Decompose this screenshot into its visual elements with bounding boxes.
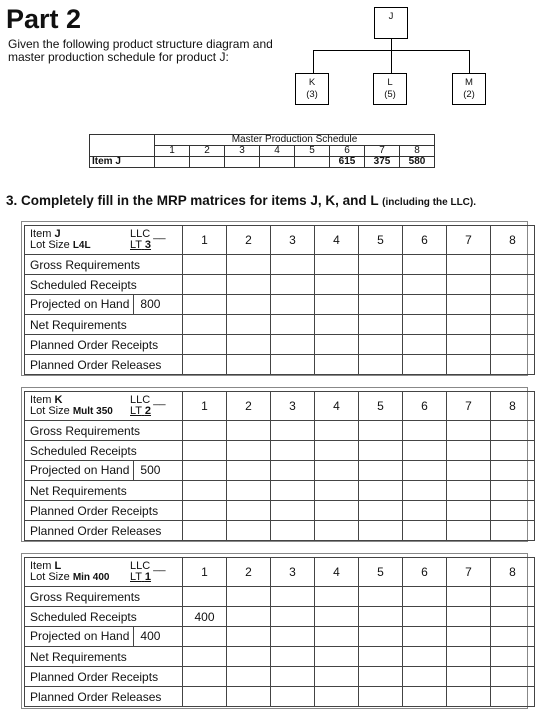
connector-line (469, 50, 470, 73)
mrp-cell[interactable] (359, 441, 403, 461)
mrp-cell[interactable] (491, 521, 535, 541)
mrp-cell[interactable] (183, 667, 227, 687)
mrp-cell[interactable] (447, 295, 491, 315)
lt-value: 2 (144, 405, 152, 417)
mrp-cell[interactable] (315, 627, 359, 647)
mrp-cell[interactable] (183, 481, 227, 501)
mrp-cell[interactable] (447, 607, 491, 627)
row-label: Gross Requirements (25, 255, 183, 275)
mrp-cell[interactable] (271, 441, 315, 461)
period-header: 1 (183, 226, 227, 255)
mrp-cell[interactable] (315, 687, 359, 707)
mrp-cell[interactable] (227, 255, 271, 275)
mrp-cell[interactable] (315, 521, 359, 541)
row-label: Scheduled Receipts (25, 607, 183, 627)
mps-period: 4 (260, 146, 295, 157)
node-m-qty: (2) (463, 89, 475, 100)
period-header: 4 (315, 226, 359, 255)
node-k (295, 73, 329, 105)
row-label-text: Projected on Hand (30, 463, 130, 477)
mps-cell (295, 157, 330, 168)
mrp-cell[interactable] (271, 587, 315, 607)
period-header: 4 (315, 392, 359, 421)
lot-size-value: Mult 350 (72, 406, 113, 417)
mps-period: 3 (225, 146, 260, 157)
mrp-cell[interactable] (183, 255, 227, 275)
on-hand-value: 500 (133, 461, 160, 480)
mrp-cell[interactable] (359, 421, 403, 441)
master-production-schedule (89, 134, 435, 168)
lead-time (130, 406, 151, 417)
mrp-cell[interactable] (447, 461, 491, 481)
mrp-table-k (24, 391, 535, 541)
intro-text: Given the following product structure diagram and master production schedule for product J: (8, 37, 273, 64)
period-header: 2 (227, 558, 271, 587)
mrp-cell[interactable] (315, 647, 359, 667)
connector-line (391, 50, 392, 73)
period-header: 3 (271, 226, 315, 255)
mrp-cell[interactable] (403, 501, 447, 521)
mrp-cell[interactable] (227, 355, 271, 375)
mrp-cell[interactable] (403, 335, 447, 355)
row-label: Planned Order Receipts (25, 335, 183, 355)
node-l (373, 73, 407, 105)
mrp-cell[interactable] (183, 335, 227, 355)
mrp-cell[interactable] (359, 295, 403, 315)
mrp-cell[interactable] (315, 335, 359, 355)
mrp-cell[interactable] (227, 687, 271, 707)
mrp-cell[interactable] (315, 667, 359, 687)
mps-period: 8 (400, 146, 435, 157)
lt-label: LT (130, 405, 142, 417)
lead-time (130, 240, 151, 251)
item-name: K (54, 394, 63, 406)
mrp-cell[interactable] (271, 295, 315, 315)
page-title: Part 2 (6, 4, 82, 34)
mrp-cell[interactable] (403, 521, 447, 541)
row-label: Planned Order Releases (25, 521, 183, 541)
mps-period: 7 (365, 146, 400, 157)
mrp-cell[interactable] (271, 687, 315, 707)
mrp-cell[interactable] (271, 315, 315, 335)
mrp-cell[interactable] (447, 481, 491, 501)
connector-line (313, 50, 314, 73)
mrp-cell[interactable] (491, 275, 535, 295)
row-label: Gross Requirements (25, 421, 183, 441)
lt-label: LT (130, 571, 142, 583)
mrp-cell[interactable] (271, 355, 315, 375)
mrp-cell[interactable] (227, 481, 271, 501)
mrp-cell[interactable] (315, 275, 359, 295)
mrp-cell[interactable] (359, 501, 403, 521)
mrp-cell[interactable] (271, 255, 315, 275)
mrp-cell[interactable] (359, 607, 403, 627)
mrp-cell[interactable] (183, 441, 227, 461)
item-label: Item (30, 560, 52, 572)
mrp-cell[interactable] (491, 315, 535, 335)
mrp-cell[interactable] (359, 481, 403, 501)
lot-size-label: Lot Size (30, 239, 70, 251)
mrp-cell[interactable] (227, 335, 271, 355)
mrp-cell[interactable] (491, 421, 535, 441)
mrp-cell[interactable] (447, 421, 491, 441)
mrp-cell[interactable] (359, 627, 403, 647)
mrp-cell[interactable] (359, 647, 403, 667)
mrp-cell[interactable] (183, 647, 227, 667)
mrp-cell[interactable] (491, 295, 535, 315)
mrp-cell[interactable] (403, 441, 447, 461)
mrp-cell[interactable] (227, 521, 271, 541)
mrp-header (25, 392, 183, 421)
mrp-cell[interactable] (315, 315, 359, 335)
mps-item-label: Item J (90, 157, 155, 168)
mrp-cell[interactable] (315, 481, 359, 501)
mrp-cell[interactable] (447, 687, 491, 707)
llc-label: LLC __ (130, 394, 166, 406)
mrp-header (25, 226, 183, 255)
lead-time (130, 572, 151, 583)
item-label: Item (30, 228, 52, 240)
mrp-cell[interactable] (491, 607, 535, 627)
mrp-cell[interactable] (491, 355, 535, 375)
period-header: 2 (227, 392, 271, 421)
mps-cell (190, 157, 225, 168)
item-name: J (54, 228, 61, 240)
mrp-table-l (24, 557, 535, 707)
mrp-cell[interactable] (227, 275, 271, 295)
mrp-cell[interactable] (403, 275, 447, 295)
mrp-cell[interactable] (403, 481, 447, 501)
mps-period: 2 (190, 146, 225, 157)
mrp-cell[interactable] (491, 667, 535, 687)
mrp-cell[interactable] (491, 255, 535, 275)
node-j-label: J (388, 11, 394, 22)
mrp-cell[interactable] (491, 587, 535, 607)
row-label: Net Requirements (25, 315, 183, 335)
mrp-cell[interactable] (183, 355, 227, 375)
mrp-cell[interactable] (271, 421, 315, 441)
mrp-cell[interactable] (315, 421, 359, 441)
mrp-cell[interactable] (271, 501, 315, 521)
mps-cell: 375 (365, 157, 400, 168)
row-label: Net Requirements (25, 647, 183, 667)
mrp-cell[interactable] (359, 667, 403, 687)
lot-size-value: Min 400 (72, 572, 110, 583)
mrp-cell[interactable] (227, 667, 271, 687)
lot-size-label: Lot Size (30, 571, 70, 583)
mrp-cell[interactable]: 400 (183, 607, 227, 627)
mrp-cell[interactable] (491, 627, 535, 647)
llc-label: LLC __ (130, 228, 166, 240)
mrp-cell[interactable] (271, 461, 315, 481)
period-header: 3 (271, 558, 315, 587)
mrp-cell[interactable] (183, 275, 227, 295)
node-j (374, 7, 408, 39)
mrp-cell[interactable] (315, 501, 359, 521)
period-header: 5 (359, 392, 403, 421)
mrp-cell[interactable] (315, 255, 359, 275)
row-label: Planned Order Receipts (25, 501, 183, 521)
row-label: Planned Order Releases (25, 687, 183, 707)
mrp-cell[interactable] (491, 687, 535, 707)
mrp-cell[interactable] (315, 461, 359, 481)
question-note: (including the LLC). (382, 197, 477, 208)
row-label: Scheduled Receipts (25, 275, 183, 295)
mrp-cell[interactable] (183, 627, 227, 647)
mrp-cell[interactable] (315, 587, 359, 607)
period-header: 1 (183, 558, 227, 587)
mrp-cell[interactable] (403, 461, 447, 481)
mrp-header (25, 558, 183, 587)
node-l-qty: (5) (384, 89, 396, 100)
mrp-cell[interactable] (447, 627, 491, 647)
mrp-cell[interactable] (359, 587, 403, 607)
mps-period: 5 (295, 146, 330, 157)
node-k-qty: (3) (306, 89, 318, 100)
mrp-cell[interactable] (183, 295, 227, 315)
mrp-cell[interactable] (183, 501, 227, 521)
question-number: 3. (6, 193, 18, 208)
lot-size-value: L4L (72, 240, 91, 251)
mrp-cell[interactable] (491, 441, 535, 461)
mrp-cell[interactable] (227, 647, 271, 667)
llc-label: LLC __ (130, 560, 166, 572)
mrp-cell[interactable] (271, 481, 315, 501)
mrp-cell[interactable] (447, 667, 491, 687)
mrp-cell[interactable] (183, 587, 227, 607)
lt-label: LT (130, 239, 142, 251)
row-label: Gross Requirements (25, 587, 183, 607)
mrp-cell[interactable] (403, 421, 447, 441)
mrp-cell[interactable] (359, 521, 403, 541)
mrp-cell[interactable] (183, 315, 227, 335)
mrp-cell[interactable] (271, 607, 315, 627)
period-header: 6 (403, 226, 447, 255)
row-label: Planned Order Receipts (25, 667, 183, 687)
mrp-cell[interactable] (183, 461, 227, 481)
lt-value: 1 (144, 571, 152, 583)
mrp-cell[interactable] (491, 647, 535, 667)
row-label: Scheduled Receipts (25, 441, 183, 461)
lot-size-label: Lot Size (30, 405, 70, 417)
mrp-cell[interactable] (403, 667, 447, 687)
node-l-label: L (387, 77, 393, 88)
mrp-cell[interactable] (359, 315, 403, 335)
mrp-cell[interactable] (359, 275, 403, 295)
period-header: 7 (447, 392, 491, 421)
mrp-cell[interactable] (403, 295, 447, 315)
row-label-text: Projected on Hand (30, 297, 130, 311)
mps-period: 6 (330, 146, 365, 157)
period-header: 5 (359, 558, 403, 587)
mrp-cell[interactable] (271, 275, 315, 295)
period-header: 8 (491, 392, 535, 421)
mrp-cell[interactable] (271, 521, 315, 541)
mrp-cell[interactable] (403, 627, 447, 647)
node-m (452, 73, 486, 105)
mrp-cell[interactable] (447, 255, 491, 275)
mrp-cell[interactable] (227, 461, 271, 481)
mrp-cell[interactable] (491, 501, 535, 521)
row-label: Planned Order Releases (25, 355, 183, 375)
mps-cell: 615 (330, 157, 365, 168)
mrp-cell[interactable] (359, 461, 403, 481)
mrp-cell[interactable] (447, 315, 491, 335)
period-header: 1 (183, 392, 227, 421)
mrp-cell[interactable] (227, 295, 271, 315)
mrp-cell[interactable] (359, 255, 403, 275)
item-label: Item (30, 394, 52, 406)
mrp-table-j (24, 225, 535, 375)
mrp-cell[interactable] (227, 501, 271, 521)
mrp-cell[interactable] (315, 441, 359, 461)
period-header: 7 (447, 558, 491, 587)
mps-title: Master Production Schedule (155, 135, 435, 146)
mrp-cell[interactable] (359, 355, 403, 375)
question-3 (6, 193, 476, 208)
lt-value: 3 (144, 239, 152, 251)
mrp-cell[interactable] (447, 647, 491, 667)
mrp-cell[interactable] (403, 255, 447, 275)
question-text: Completely fill in the MRP matrices for items J, K, and L (21, 193, 379, 208)
item-name: L (54, 560, 62, 572)
mrp-cell[interactable] (271, 667, 315, 687)
mps-cell (260, 157, 295, 168)
mrp-cell[interactable] (403, 315, 447, 335)
mps-period: 1 (155, 146, 190, 157)
row-label (25, 295, 183, 315)
mrp-cell[interactable] (403, 607, 447, 627)
mrp-cell[interactable] (403, 587, 447, 607)
period-header: 5 (359, 226, 403, 255)
on-hand-value: 800 (133, 295, 160, 314)
mrp-cell[interactable] (491, 481, 535, 501)
mrp-cell[interactable] (491, 461, 535, 481)
mrp-cell[interactable] (403, 647, 447, 667)
period-header: 3 (271, 392, 315, 421)
mps-cell (155, 157, 190, 168)
mrp-cell[interactable] (403, 355, 447, 375)
mrp-cell[interactable] (491, 335, 535, 355)
row-label (25, 627, 183, 647)
mrp-cell[interactable] (447, 521, 491, 541)
row-label: Net Requirements (25, 481, 183, 501)
mrp-cell[interactable] (227, 315, 271, 335)
mrp-cell[interactable] (403, 687, 447, 707)
mps-cell: 580 (400, 157, 435, 168)
mrp-cell[interactable] (227, 607, 271, 627)
mrp-cell[interactable] (447, 501, 491, 521)
mrp-cell[interactable] (227, 421, 271, 441)
period-header: 8 (491, 558, 535, 587)
period-header: 7 (447, 226, 491, 255)
row-label-text: Projected on Hand (30, 629, 130, 643)
mps-blank (90, 146, 155, 157)
mrp-cell[interactable] (271, 335, 315, 355)
mrp-cell[interactable] (183, 521, 227, 541)
mrp-cell[interactable] (359, 335, 403, 355)
period-header: 6 (403, 558, 447, 587)
node-m-label: M (465, 77, 473, 88)
mrp-cell[interactable] (227, 627, 271, 647)
mps-cell (225, 157, 260, 168)
period-header: 6 (403, 392, 447, 421)
mrp-cell[interactable] (183, 421, 227, 441)
mrp-cell[interactable] (227, 587, 271, 607)
period-header: 8 (491, 226, 535, 255)
period-header: 4 (315, 558, 359, 587)
on-hand-value: 400 (133, 627, 160, 646)
mrp-cell[interactable] (447, 275, 491, 295)
mrp-cell[interactable] (183, 687, 227, 707)
mrp-cell[interactable] (271, 647, 315, 667)
mrp-cell[interactable] (271, 627, 315, 647)
node-k-label: K (308, 77, 316, 88)
row-label (25, 461, 183, 481)
mrp-cell[interactable] (359, 687, 403, 707)
mrp-cell[interactable] (447, 587, 491, 607)
mrp-cell[interactable] (447, 335, 491, 355)
mrp-cell[interactable] (315, 295, 359, 315)
connector-line (391, 39, 392, 50)
mrp-cell[interactable] (315, 607, 359, 627)
mrp-cell[interactable] (315, 355, 359, 375)
mrp-cell[interactable] (447, 355, 491, 375)
mrp-cell[interactable] (447, 441, 491, 461)
mps-blank (90, 135, 155, 146)
mrp-cell[interactable] (227, 441, 271, 461)
period-header: 2 (227, 226, 271, 255)
